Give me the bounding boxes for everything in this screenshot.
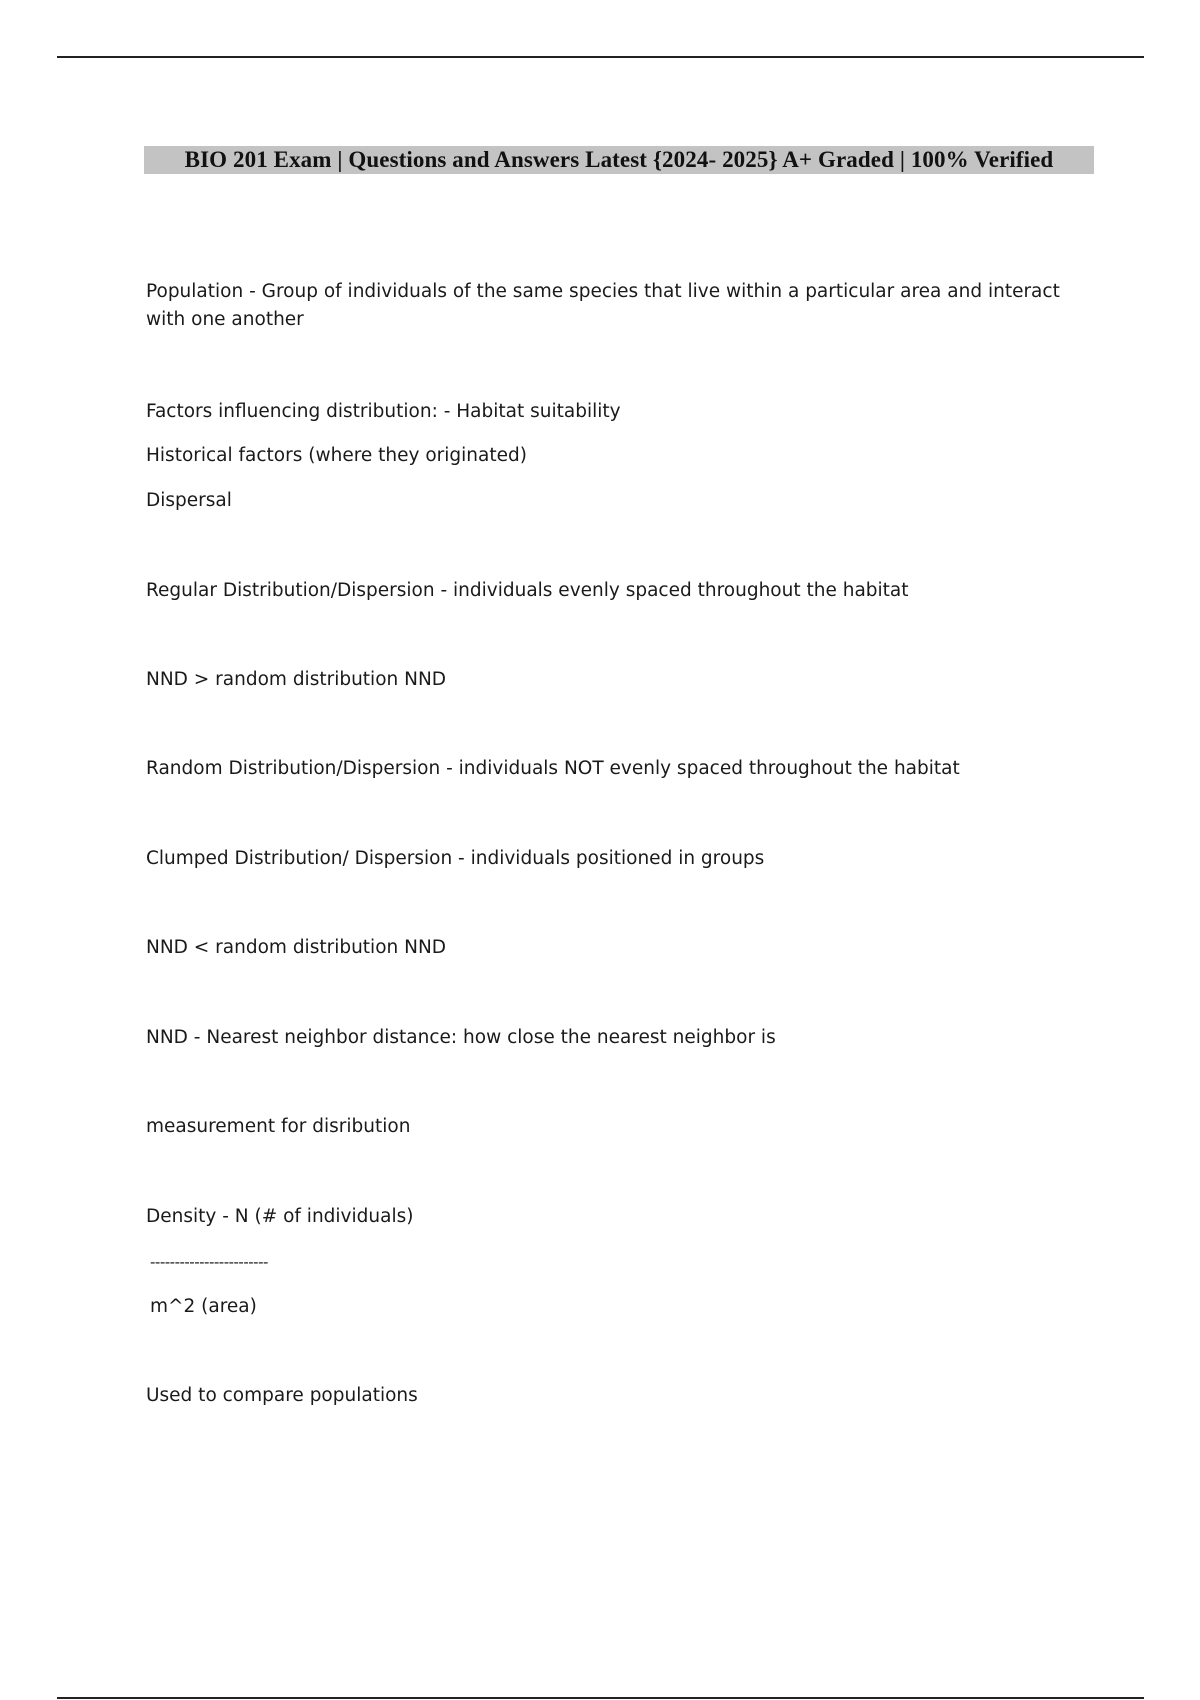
definition-clumped-distribution: Clumped Distribution/ Dispersion - individuals positioned in groups	[146, 848, 765, 869]
text-line: Used to compare populations	[146, 1385, 418, 1406]
header-rule	[57, 56, 1144, 58]
document-title: BIO 201 Exam | Questions and Answers Latest {2024- 2025} A+ Graded | 100% Verified	[184, 147, 1054, 172]
definition-regular-distribution: Regular Distribution/Dispersion - individuals evenly spaced throughout the habitat	[146, 580, 909, 601]
definition-population: Population - Group of individuals of the same species that live within a particular area and interact with one another	[146, 281, 1060, 330]
text-line: Factors influencing distribution: - Habitat suitability	[146, 401, 621, 422]
text-line: measurement for disribution	[146, 1116, 411, 1137]
definition-density: Density - N (# of individuals)	[146, 1206, 414, 1227]
text-line: Dispersal	[146, 490, 232, 511]
definition-nnd: NND - Nearest neighbor distance: how close the nearest neighbor is	[146, 1027, 776, 1048]
definition-random-distribution: Random Distribution/Dispersion - individuals NOT evenly spaced throughout the habitat	[146, 758, 960, 779]
text-line: NND < random distribution NND	[146, 937, 447, 958]
footer-rule	[57, 1697, 1144, 1699]
fraction-bar: ------------------------	[150, 1253, 268, 1271]
text-line: m^2 (area)	[150, 1296, 257, 1317]
text-line: NND > random distribution NND	[146, 669, 447, 690]
title-banner	[144, 146, 1094, 174]
text-line: Historical factors (where they originated)	[146, 445, 527, 466]
